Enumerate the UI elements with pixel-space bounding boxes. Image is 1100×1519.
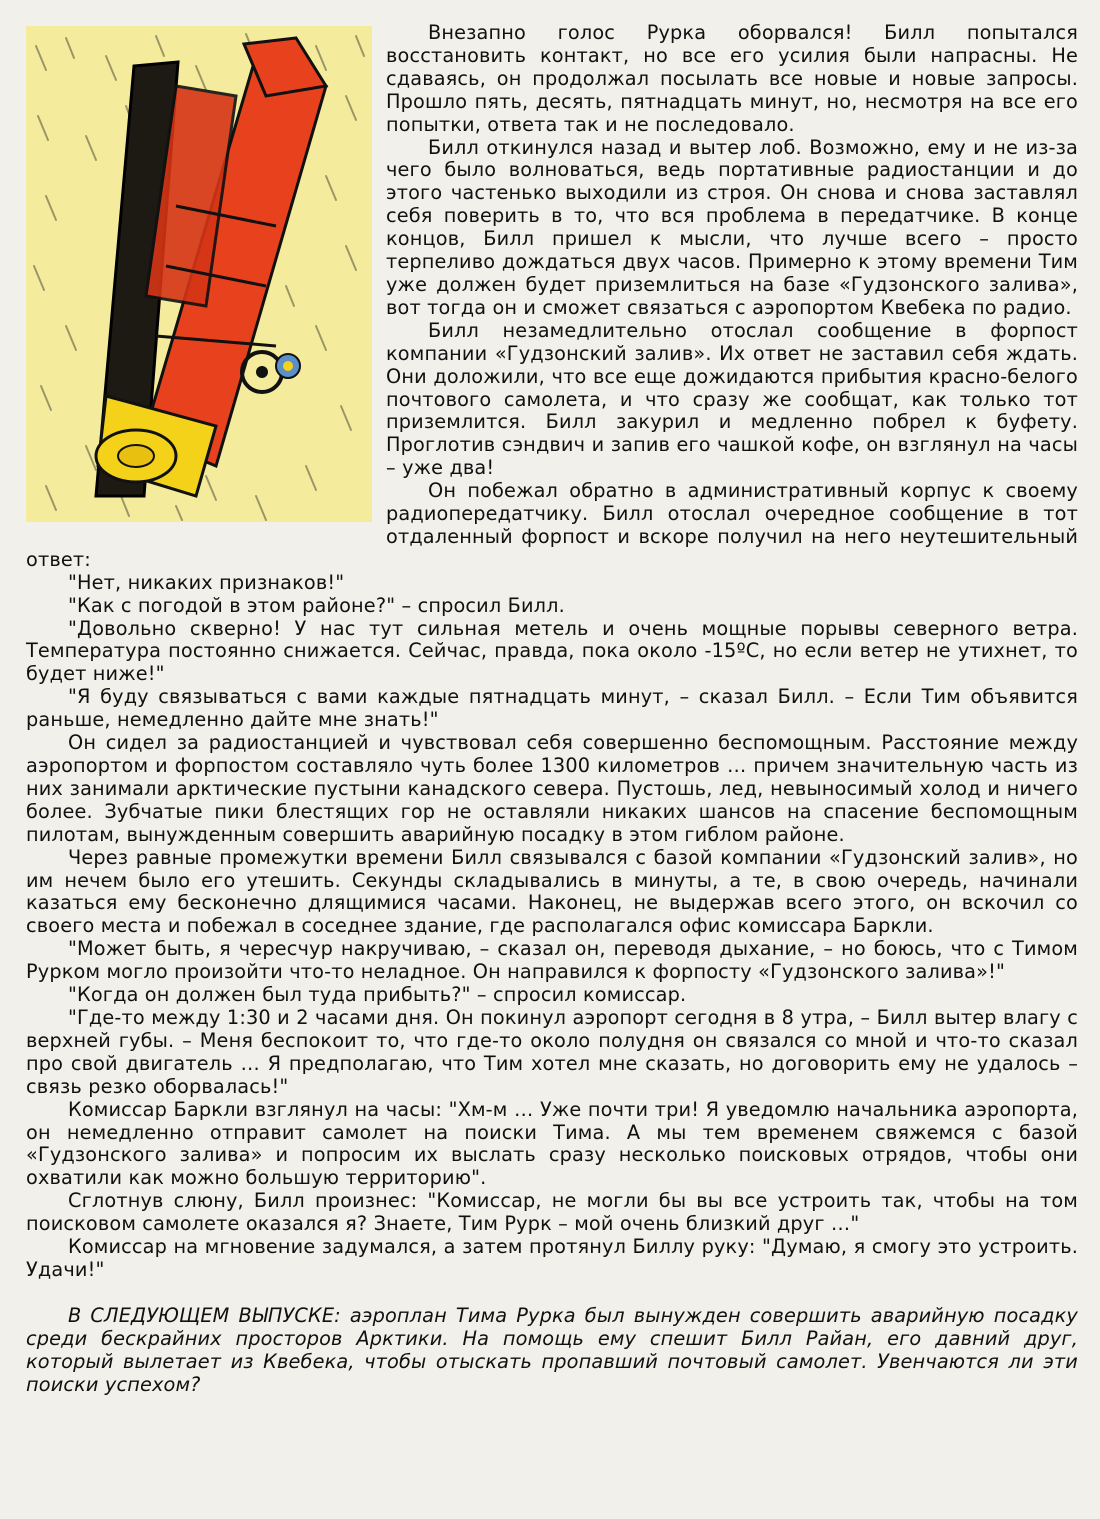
paragraph: Комиссар на мгновение задумался, а затем протянул Биллу руку: "Думаю, я смогу это устроить. Удачи!": [26, 1235, 1078, 1281]
paragraph: "Где-то между 1:30 и 2 часами дня. Он покинул аэропорт сегодня в 8 утра, – Билл вытер влагу с верхней губы. – Меня беспокоит то, что где-то около полудня он связался со мной и что-то сказал про свой двигатель … Я предполагаю, что Тим хотел мне сказать, но договорить ему не удалось – связь резко оборвалась!": [26, 1005, 1078, 1098]
paragraph: Он побежал обратно в административный корпус к своему радиопередатчику. Билл отослал очередное сообщение в тот отдаленный форпост и вскоре получил на него неутешительный ответ:: [26, 479, 1078, 571]
paragraph: "Когда он должен был туда прибыть?" – спросил комиссар.: [68, 983, 687, 1007]
paragraph: "Нет, никаких признаков!": [68, 570, 345, 594]
paragraph: Сглотнув слюну, Билл произнес: "Комиссар, не могли бы вы все устроить так, чтобы на том поисковом самолете оказался я? Знаете, Тим Рурк – мой очень близкий друг …": [26, 1189, 1078, 1236]
paragraph: Он сидел за радиостанцией и чувствовал себя совершенно беспомощным. Расстояние между аэропортом и форпостом составляло чуть более 1300 километров … причем значительную часть из них занимали арктические пустыни канадского севера. Пустошь, лед, невыносимый холод и ничего более. Зубчатые пики блестящих гор не оставляли никаких шансов на спасение беспомощным пилотам, вынужденным совершить аварийную посадку в этом гиблом районе.: [26, 731, 1078, 846]
teaser-text: аэроплан Тима Рурка был вынужден совершить аварийную посадку среди бескрайних просторов Арктики. На помощь ему спешит Билл Райан, его давний друг, который вылетает из Квебека, чтобы отыскать пропавший почтовый самолет. Увенчаются ли эти поиски успехом?: [26, 1303, 1078, 1396]
next-issue-teaser: [26, 1305, 1078, 1397]
paragraph: Через равные промежутки времени Билл связывался с базой компании «Гудзонский залив», но им нечем было его утешить. Секунды складывались в минуты, а те, в свою очередь, начинали казаться ему бесконечно длящимися часами. Наконец, не выдержав всего этого, он вскочил со своего места и побежал в соседнее здание, где располагался офис комиссара Баркли.: [26, 845, 1078, 938]
paragraph: "Может быть, я чересчур накручиваю, – сказал он, переводя дыхание, – но боюсь, что с Тимом Рурком могло произойти что-то неладное. Он направился к форпосту «Гудзонского залива»!": [26, 937, 1078, 984]
biplane-image: [26, 26, 372, 522]
paragraph: "Довольно скверно! У нас тут сильная метель и очень мощные порывы северного ветра. Температура постоянно снижается. Сейчас, правда, пока около -15ºС, но если ветер не утихнет, то будет ниже!": [26, 616, 1078, 686]
paragraph: Билл откинулся назад и вытер лоб. Возможно, ему и не из-за чего было волноваться, ведь портативные радиостанции и до этого частенько выходили из строя. Он снова и снова заставлял себя поверить в то, что вся проблема в передатчике. В конце концов, Билл пришел к мысли, что лучше всего – просто терпеливо дождаться двух часов. Примерно к этому времени Тим уже должен будет приземлиться на базе «Гудзонского залива», вот тогда он и сможет связаться с аэропортом Квебека по радио.: [386, 135, 1078, 319]
paragraph: Билл незамедлительно отослал сообщение в форпост компании «Гудзонский залив». Их ответ не заставил себя ждать. Они доложили, что все еще дожидаются прибытия красно-белого почтового самолета, и что сразу же сообщат, как только тот приземлится. Билл закурил и медленно побрел к буфету. Проглотив сэндвич и запив его чашкой кофе, он взглянул на часы – уже два!: [386, 318, 1078, 480]
teaser-heading: В СЛЕДУЮЩЕМ ВЫПУСКЕ:: [68, 1303, 341, 1327]
paragraph: "Как с погодой в этом районе?" – спросил Билл.: [68, 593, 565, 617]
paragraph: "Я буду связываться с вами каждые пятнадцать минут, – сказал Билл. – Если Тим объявится раньше, немедленно дайте мне знать!": [26, 685, 1078, 732]
biplane-illustration: [26, 26, 372, 522]
paragraph: Внезапно голос Рурка оборвался! Билл попытался восстановить контакт, но все его усилия были напрасны. Не сдаваясь, он продолжал посылать все новые и новые запросы. Прошло пять, десять, пятнадцать минут, но, несмотря на все его попытки, ответа так и не последовало.: [386, 21, 1078, 136]
spacer: [26, 1282, 1078, 1305]
paragraph: Комиссар Баркли взглянул на часы: "Хм-м … Уже почти три! Я уведомлю начальника аэропорта, он немедленно отправит самолет на поиски Тима. А мы тем временем свяжемся с базой «Гудзонского залива» и попросим их выслать сразу несколько поисковых отрядов, чтобы они охватили как можно большую территорию".: [26, 1097, 1078, 1190]
